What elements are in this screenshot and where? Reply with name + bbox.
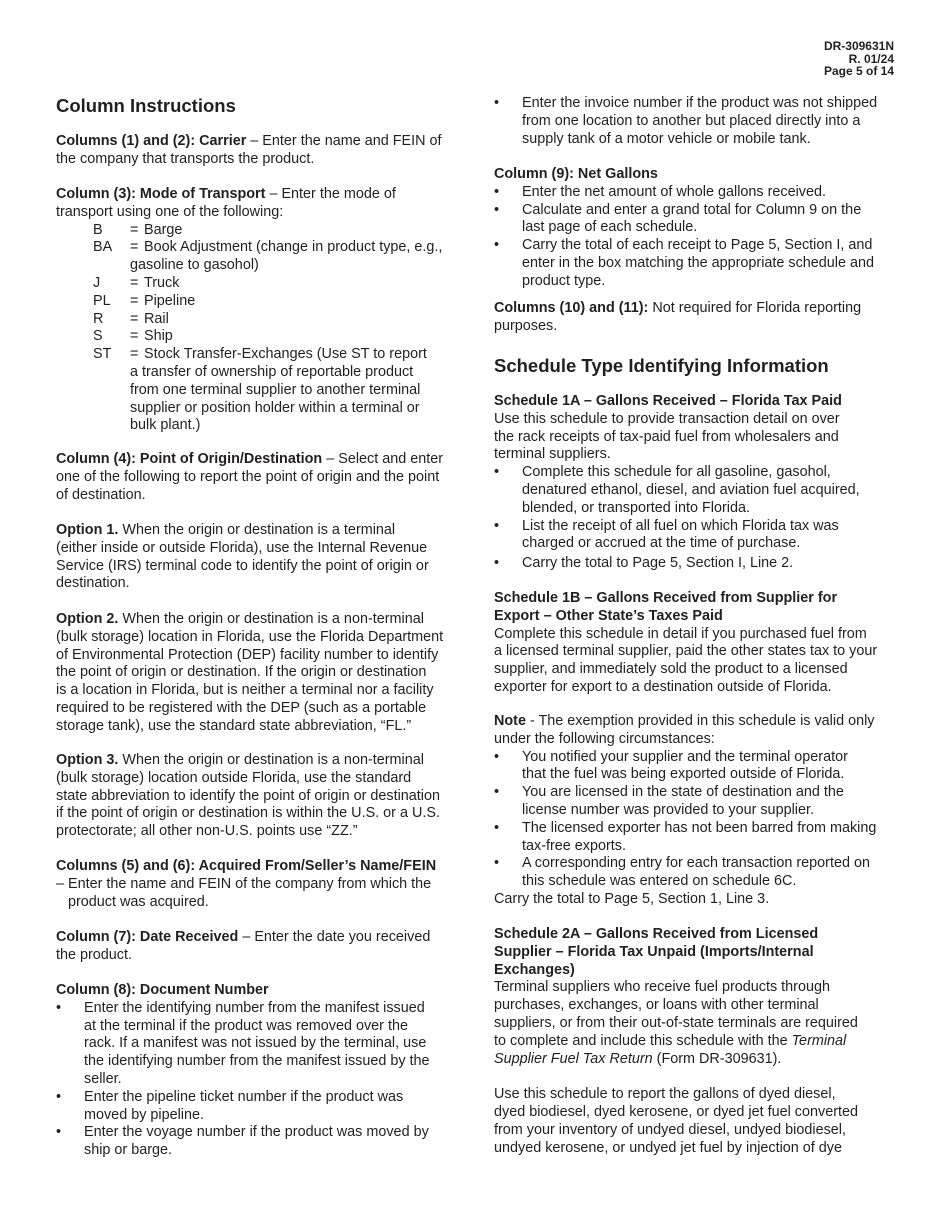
list-item: • You notified your supplier and the terminal operator that the fuel was being exported outside of Florida. [494, 748, 848, 783]
document-number-continued [494, 95, 914, 148]
transport-code-list: B = Barge BA = Book Adjustment (change in product type, e.g., gasoline to gasohol) J = Truck PL = Pipeline R = Rail S = Ship ST = Stock Transfer-Exchanges (Use ST to report a transfer of ownership of reportable product from one terminal supplier to another terminal supplier or position holder within a terminal or bulk plant.) [56, 222, 476, 436]
bullet-icon: • [56, 1124, 62, 1141]
schedule-2a: Schedule 2A – Gallons Received from Licensed Supplier – Florida Tax Unpaid (Imports/Internal Exchanges) Terminal suppliers who receive fuel products through purchases, exchanges, or loans with other terminal suppliers, or from their out-of-state terminals are required to complete and include this schedule with the Terminal Supplier Fuel Tax Return (Form DR-309631). Use this schedule to report the gallons of dyed diesel, dyed biodiesel, dyed kerosene, or dyed jet fuel converted from your inventory of undyed diesel, undyed biodiesel, undyed kerosene, or undyed jet fuel by injection of dye [494, 926, 914, 1157]
list-item: • The licensed exporter has not been barred from making tax-free exports. [494, 819, 877, 854]
transport-code-s: S = Ship [93, 328, 173, 345]
columns-10-11-instructions: Columns (10) and (11): Not required for Florida reporting purposes. [494, 300, 862, 334]
form-revision: R. 01/24 [848, 51, 894, 66]
schedule-1b-note: Note - The exemption provided in this schedule is valid only under the following circumstances: • You notified your supplier and the terminal operator that the fuel was being exported outside of Florida. • You are licensed in the state of destination and the license number was provided to your supplier. • The licensed exporter has not been barred from making tax-free exports. • A corresponding entry for each transaction reported on this schedule was entered on schedule 6C. Carry the total to Page 5, Section 1, Line 3. [494, 713, 914, 909]
bullet-icon: • [494, 819, 500, 836]
list-item: • Carry the total of each receipt to Page 5, Section I, and enter in the box matching the appropriate schedule and product type. [494, 237, 875, 289]
option-2: Option 2. When the origin or destination is a non-terminal (bulk storage) location in Florida, use the Florida Department of Environmental Protection (DEP) facility number to identify the point of origin or destination. If the origin or destination is a location in Florida, but is neither a terminal nor a facility required to be registered with the DEP (such as a portable storage tank), use the standard state abbreviation, “FL.” [56, 611, 444, 734]
form-header [824, 40, 894, 78]
transport-code-st: ST = Stock Transfer-Exchanges (Use ST to report [93, 346, 427, 363]
schedule-1b-label: Schedule 1B – Gallons Received from Supplier for [494, 590, 838, 606]
bullet-icon: • [494, 784, 500, 801]
section-title-column-instructions: Column Instructions [56, 95, 236, 116]
list-item: • A corresponding entry for each transaction reported on this schedule was entered on schedule 6C. [494, 855, 870, 890]
page-number: Page 5 of 14 [823, 64, 894, 78]
list-item: • Enter the net amount of whole gallons received. [494, 183, 826, 200]
bullet-icon: • [494, 517, 500, 534]
bullet-icon: • [494, 748, 500, 765]
list-item: • Enter the pipeline ticket number if the product was moved by pipeline. [56, 1088, 404, 1123]
list-item: • Enter the voyage number if the product was moved by ship or barge. [56, 1124, 429, 1159]
schedule-2a-label: Schedule 2A – Gallons Received from Licensed [494, 926, 819, 942]
document-number-instructions [56, 982, 476, 1160]
bullet-icon: • [494, 237, 500, 254]
option-1: Option 1. When the origin or destination is a terminal (either inside or outside Florida), use the Internal Revenue Service (IRS) terminal code to identify the point of origin or destination. [56, 522, 429, 592]
section-title-schedule-type: Schedule Type Identifying Information [494, 355, 829, 376]
list-item: • Complete this schedule for all gasoline, gasohol, denatured ethanol, diesel, and aviation fuel acquired, blended, or transported into Florida. [494, 464, 860, 516]
bullet-icon: • [494, 464, 500, 481]
list-item: • You are licensed in the state of destination and the license number was provided to your supplier. [494, 784, 844, 818]
bullet-icon: • [494, 855, 500, 872]
origin-label: Column (4): Point of Origin/Destination [56, 451, 323, 467]
bullet-icon: • [494, 95, 500, 111]
list-item: • Calculate and enter a grand total for Column 9 on the last page of each schedule. [494, 201, 862, 236]
transport-code-b: B = Barge [93, 221, 183, 238]
acquired-from-instructions: Columns (5) and (6): Acquired From/Seller’s Name/FEIN – Enter the name and FEIN of the company from which the product was acquired. [56, 858, 476, 911]
transport-code-r: R = Rail [93, 310, 169, 327]
bullet-icon: • [494, 201, 500, 218]
date-received-instructions: Column (7): Date Received – Enter the date you received the product. [56, 929, 431, 963]
transport-code-pl: PL = Pipeline [93, 292, 196, 309]
list-item: • Enter the identifying number from the manifest issued at the terminal if the product was removed over the rack. If a manifest was not issued by the terminal, use the identifying number from the manifest issued by the seller. [56, 999, 430, 1087]
list-item: • Enter the invoice number if the product was not shipped from one location to another but placed directly into a supply tank of a motor vehicle or mobile tank. [494, 95, 878, 147]
mode-label: Column (3): Mode of Transport [56, 186, 266, 202]
schedule-1a-label: Schedule 1A – Gallons Received – Florida Tax Paid [494, 393, 842, 409]
date-label: Column (7): Date Received [56, 929, 239, 945]
transport-code-ba: BA = Book Adjustment (change in product type, e.g., [93, 239, 443, 256]
transport-code-j: J = Truck [93, 274, 180, 291]
carrier-label: Columns (1) and (2): Carrier [56, 133, 247, 149]
origin-destination-instructions: Column (4): Point of Origin/Destination – Select and enter one of the following to report the point of origin and the point of destination. [56, 451, 444, 503]
option-3: Option 3. When the origin or destination is a non-terminal (bulk storage) location outside Florida, use the standard state abbreviation to identify the point of origin or destination if the point of origin or destination is within the U.S. or a U.S. protectorate; all other non-U.S. points use “ZZ.” [56, 752, 440, 840]
mode-of-transport-instructions: Column (3): Mode of Transport – Enter the mode of transport using one of the following: B = Barge BA = Book Adjustment (change in product type, e.g., gasoline to gasohol) J = Truck PL = Pipeline R = Rail S = Ship ST = Stock Transfer-Exchanges (Use ST to report a transfer of ownership of reportable product from one terminal supplier to another terminal supplier or position holder within a terminal or bulk plant.) [56, 186, 476, 435]
document-label: Column (8): Document Number [56, 982, 269, 998]
schedule-1a: Schedule 1A – Gallons Received – Florida Tax Paid Use this schedule to provide transaction detail on over the rack receipts of tax-paid fuel from wholesalers and terminal suppliers. • Complete this schedule for all gasoline, gasohol, denatured ethanol, diesel, and aviation fuel acquired, blended, or transported into Florida. • List the receipt of all fuel on which Florida tax was charged or accrued at the time of purchase. • Carry the total to Page 5, Section I, Line 2. [494, 393, 914, 573]
bullet-icon: • [56, 1088, 62, 1105]
carrier-instructions: Columns (1) and (2): Carrier – Enter the name and FEIN of the company that transports the product. [56, 133, 442, 167]
form-id: DR-309631N [823, 39, 894, 53]
schedule-1b: Schedule 1B – Gallons Received from Supplier for Export – Other State’s Taxes Paid Complete this schedule in detail if you purchased fuel from a licensed terminal supplier, paid the other states tax to your supplier, and immediately sold the product to a licensed exporter for export to a destination outside of Florida. [494, 590, 914, 697]
net-gallons-label: Column (9): Net Gallons [494, 166, 658, 182]
list-item: • Carry the total to Page 5, Section I, Line 2. [494, 555, 794, 572]
bullet-icon: • [494, 555, 500, 572]
list-item: • List the receipt of all fuel on which Florida tax was charged or accrued at the time of purchase. [494, 517, 839, 552]
bullet-icon: • [494, 183, 500, 200]
net-gallons-instructions [494, 166, 914, 291]
bullet-icon: • [56, 999, 62, 1016]
acquired-label: Columns (5) and (6): Acquired From/Seller’s Name/FEIN [56, 858, 437, 874]
